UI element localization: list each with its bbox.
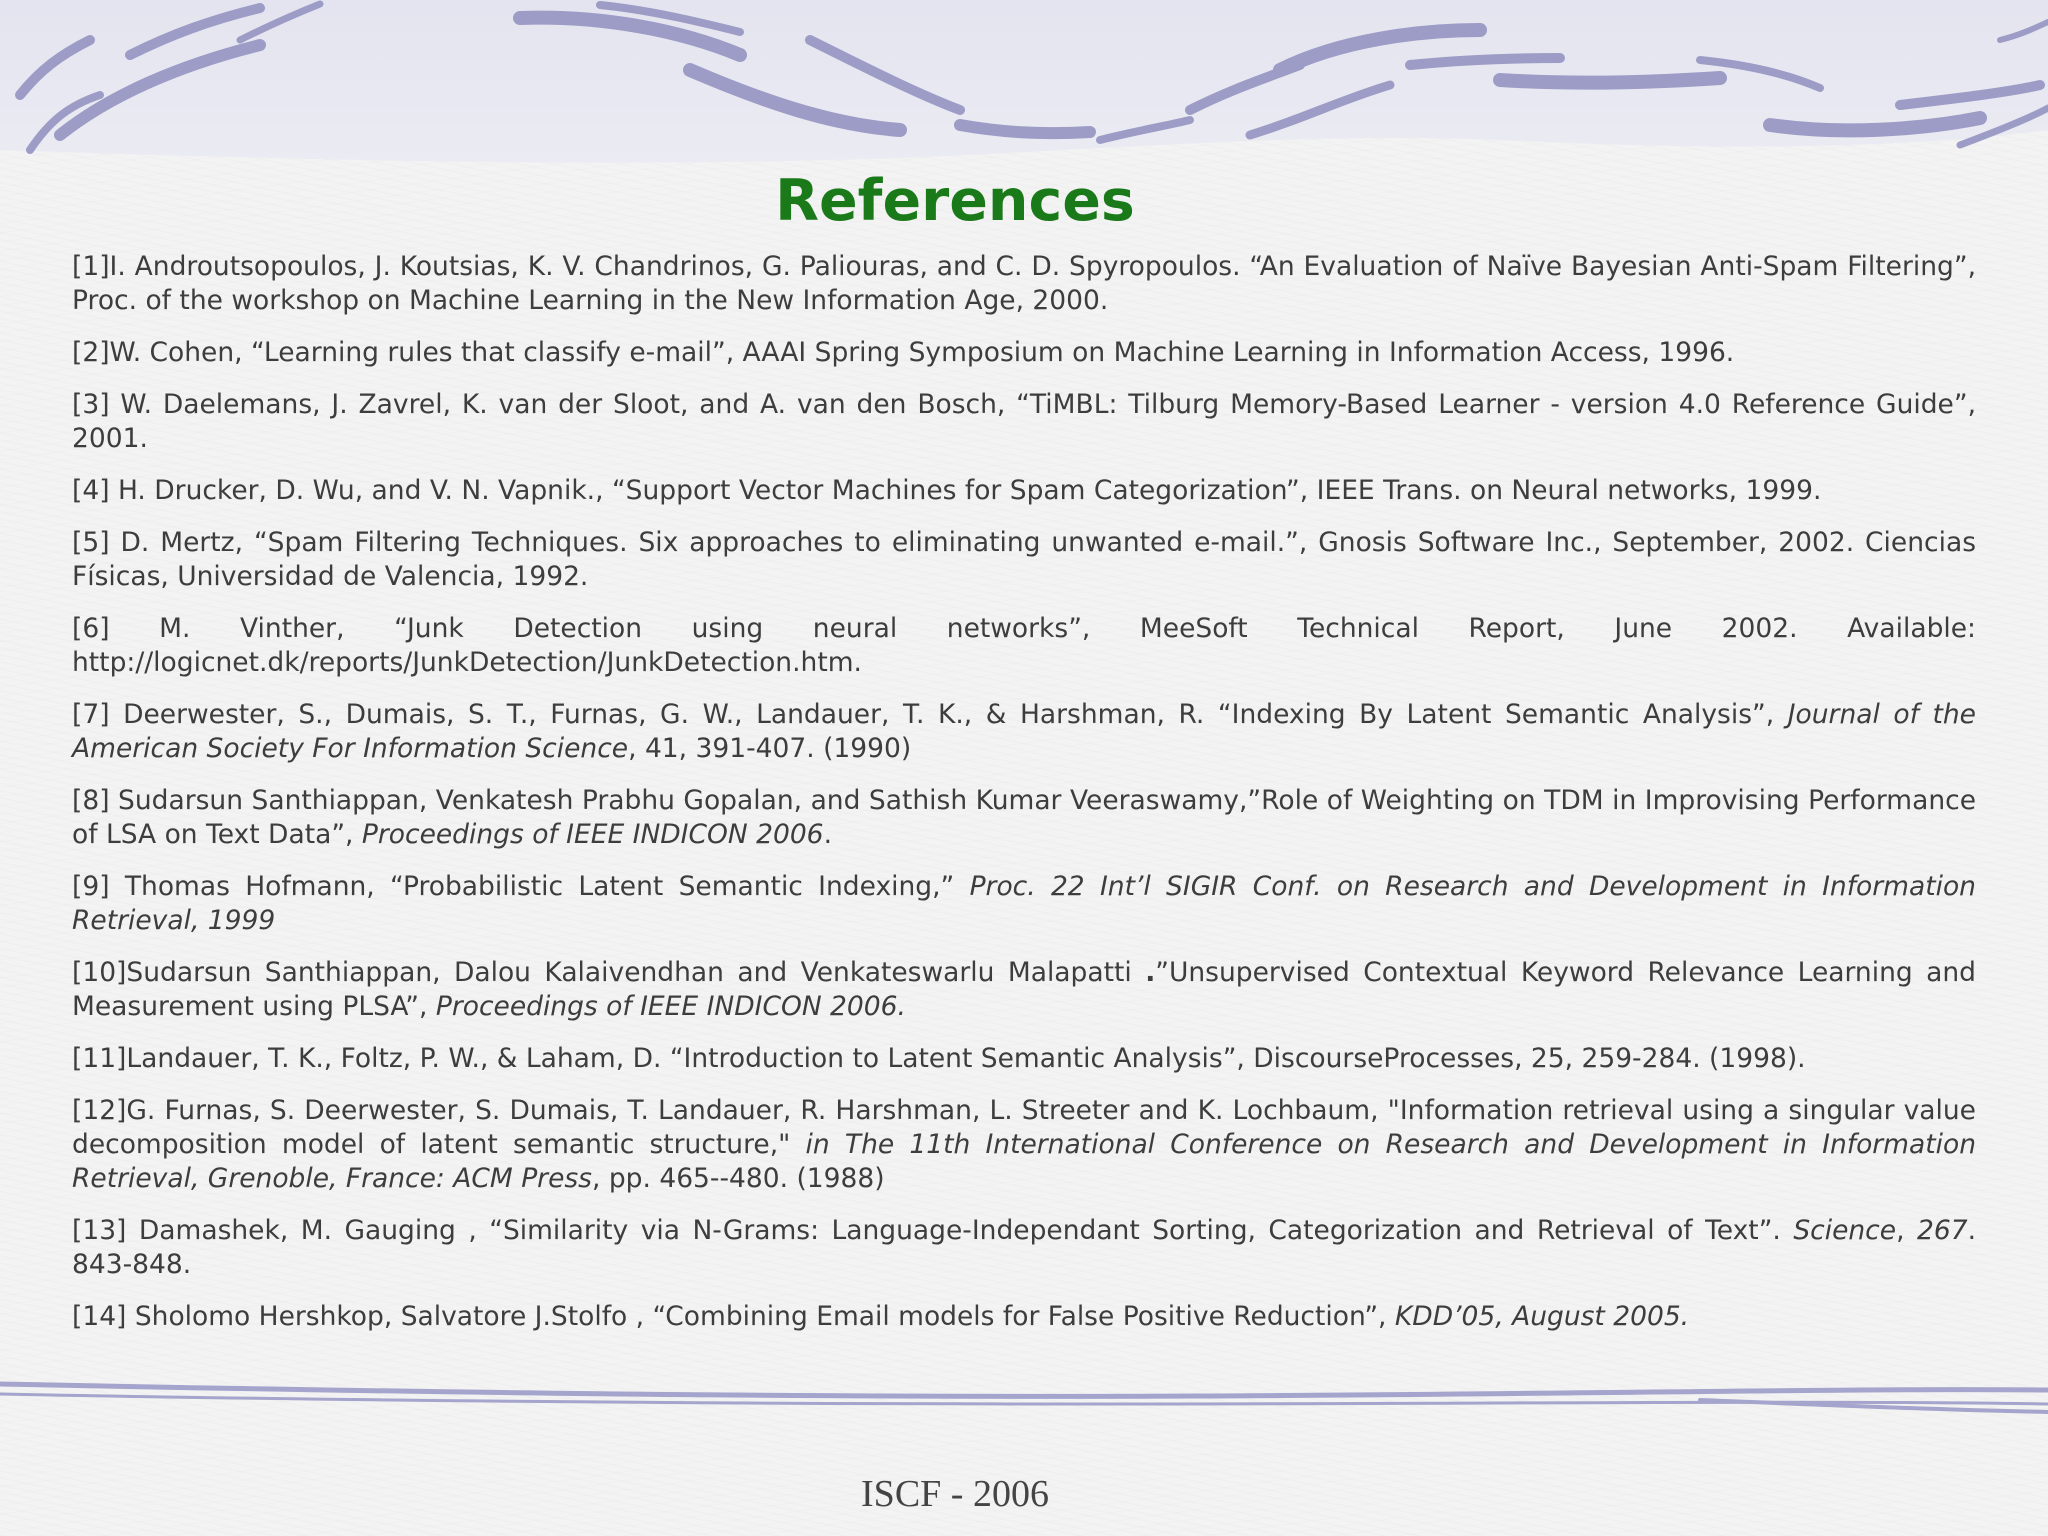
reference-item [72, 388, 1976, 456]
reference-item [72, 336, 1976, 370]
reference-text-segment: . [823, 819, 832, 850]
reference-text-segment: , pp. 465--480. (1988) [592, 1163, 885, 1194]
footer-text: ISCF - 2006 [861, 1473, 1049, 1515]
reference-text-segment: [1]I. Androutsopoulos, J. Koutsias, K. V. Chandrinos, G. Paliouras, and C. D. Spyropoulos. “An Evaluation of Naïve Bayesian Anti-Spam Filtering”, Proc. of the workshop on Machine Learning in the New Information Age, 2000. [72, 251, 1976, 316]
reference-text-segment: [4] H. Drucker, D. Wu, and V. N. Vapnik., “Support Vector Machines for Spam Categorization”, IEEE Trans. on Neural networks, 1999. [72, 475, 1822, 506]
reference-text-segment: , 41, 391-407. (1990) [628, 733, 912, 764]
reference-text-segment: . [1145, 957, 1156, 988]
reference-text-segment: Proceedings of IEEE INDICON 2006 [361, 819, 824, 850]
reference-text-segment: Proc. 22 Int’l SIGIR Conf. on Research and Development in Information Retrieval, 1999 [72, 871, 1976, 936]
reference-text-segment: [14] Sholomo Hershkop, Salvatore J.Stolfo , “Combining Email models for False Positive Reduction”, [72, 1301, 1395, 1332]
reference-text-segment: [7] Deerwester, S., Dumais, S. T., Furnas, G. W., Landauer, T. K., & Harshman, R. “Indexing By Latent Semantic Analysis”, [72, 699, 1788, 730]
reference-text-segment: [13] Damashek, M. Gauging , “Similarity via N-Grams: Language-Independant Sorting, Categorization and Retrieval of Text”. [72, 1215, 1794, 1246]
decorative-footer-line [0, 1370, 2048, 1420]
reference-item [72, 1042, 1976, 1076]
reference-text-segment: [3] W. Daelemans, J. Zavrel, K. van der Sloot, and A. van den Bosch, “TiMBL: Tilburg Memory-Based Learner - version 4.0 Reference Guide”, 2001. [72, 389, 1976, 454]
reference-text-segment: Proceedings of IEEE INDICON 2006. [435, 991, 906, 1022]
reference-text-segment: . 843-848. [72, 1215, 1976, 1280]
decorative-header-swooshes [0, 0, 2048, 170]
reference-item [72, 474, 1976, 508]
reference-text-segment: , [1896, 1215, 1917, 1246]
reference-text-segment: KDD’05, August 2005. [1394, 1301, 1690, 1332]
reference-text-segment: Journal of the American Society For Information Science [72, 699, 1976, 764]
reference-item [72, 784, 1976, 852]
reference-list [72, 250, 1976, 1352]
reference-text-segment: Science [1793, 1215, 1897, 1246]
reference-text-segment: [10]Sudarsun Santhiappan, Dalou Kalaivendhan and Venkateswarlu Malapatti [72, 957, 1146, 988]
reference-item [72, 1094, 1976, 1196]
reference-item [72, 1214, 1976, 1282]
reference-item [72, 870, 1976, 938]
reference-text-segment: [12]G. Furnas, S. Deerwester, S. Dumais, T. Landauer, R. Harshman, L. Streeter and K. Lochbaum, "Information retrieval using a singular value decomposition model of latent semantic structure," [72, 1095, 1976, 1160]
reference-item [72, 250, 1976, 318]
reference-text-segment: ”Unsupervised Contextual Keyword Relevance Learning and Measurement using PLSA”, [72, 957, 1976, 1022]
reference-text-segment: 267 [1916, 1215, 1968, 1246]
reference-item [72, 612, 1976, 680]
reference-text-segment: [5] D. Mertz, “Spam Filtering Techniques. Six approaches to eliminating unwanted e-mail.”, Gnosis Software Inc., September, 2002. Ciencias Físicas, Universidad de Valencia, 1992. [72, 527, 1976, 592]
reference-text-segment: [2]W. Cohen, “Learning rules that classify e-mail”, AAAI Spring Symposium on Machine Learning in Information Access, 1996. [72, 337, 1735, 368]
reference-text-segment: in The 11th International Conference on Research and Development in Information Retrieval, Grenoble, France: ACM Press [72, 1129, 1977, 1194]
reference-item [72, 1300, 1976, 1334]
reference-item [72, 956, 1976, 1024]
page-title: References [775, 168, 1135, 234]
reference-item [72, 526, 1976, 594]
reference-text-segment: [6] M. Vinther, “Junk Detection using neural networks”, MeeSoft Technical Report, June 2002. Available: http://logicnet.dk/reports/JunkDetection/JunkDetection.htm. [72, 613, 1976, 678]
reference-text-segment: [8] Sudarsun Santhiappan, Venkatesh Prabhu Gopalan, and Sathish Kumar Veeraswamy,”Role of Weighting on TDM in Improvising Performance of LSA on Text Data”, [72, 785, 1976, 850]
reference-text-segment: [9] Thomas Hofmann, “Probabilistic Latent Semantic Indexing,” [72, 871, 970, 902]
reference-text-segment: [11]Landauer, T. K., Foltz, P. W., & Laham, D. “Introduction to Latent Semantic Analysis”, DiscourseProcesses, 25, 259-284. (1998). [72, 1043, 1806, 1074]
reference-item [72, 698, 1976, 766]
